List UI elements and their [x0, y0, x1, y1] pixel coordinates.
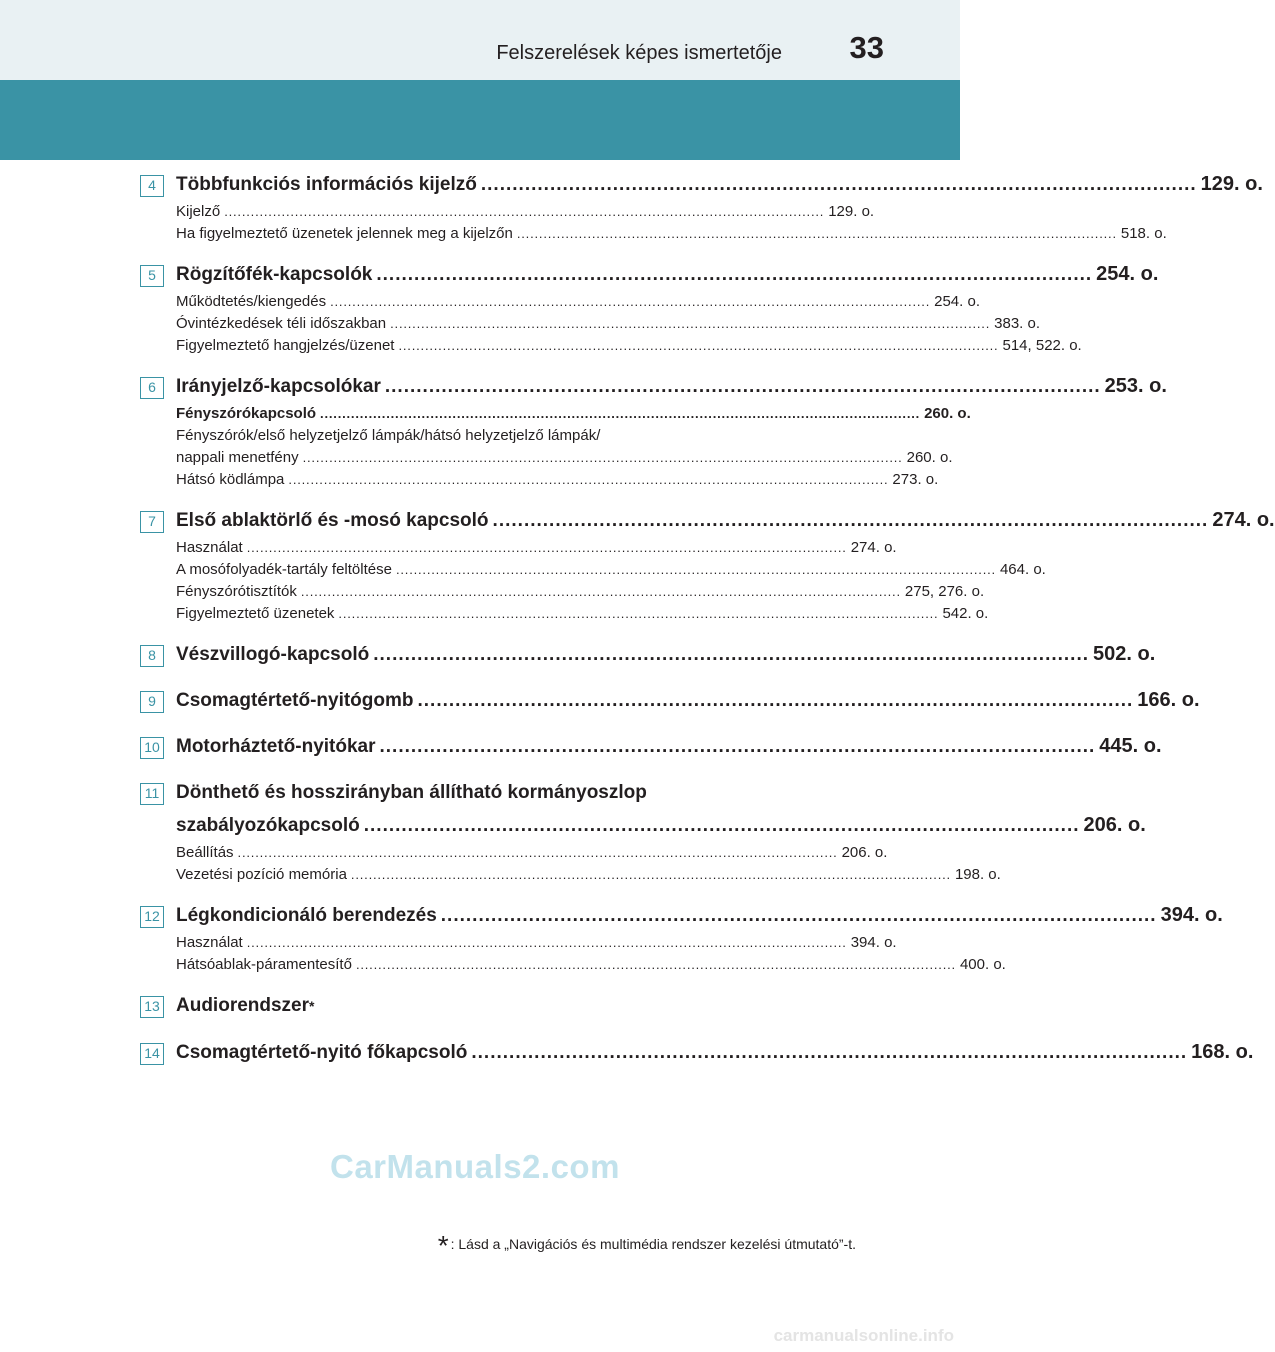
entry-title: Csomagtértető-nyitó főkapcsoló [176, 1042, 468, 1063]
toc-entry[interactable]: Irányjelző-kapcsolókar .................................................................................................................. 253. o. [176, 370, 816, 403]
table-of-contents [140, 168, 1275, 1082]
toc-subentry[interactable]: Ha figyelmeztető üzenetek jelennek meg a kijelzőn ........................................................................................................................................ 518. o. [176, 223, 816, 245]
subentry-page: 206. o. [841, 844, 888, 861]
toc-entry[interactable]: Vészvillogó-kapcsoló .................................................................................................................. 502. o. [176, 638, 816, 671]
toc-subentry[interactable]: Fényszórótisztítók ........................................................................................................................................ 275, 276. o. [176, 581, 816, 603]
entry-title: Csomagtértető-nyitógomb [176, 690, 414, 711]
subentry-page: 260. o. [924, 405, 971, 422]
entry-title: Többfunkciós információs kijelző [176, 174, 477, 195]
toc-section [140, 370, 1167, 491]
toc-section [140, 899, 1223, 976]
subentry-page: 275, 276. o. [904, 583, 985, 600]
item-number-badge: 9 [140, 691, 164, 713]
toc-subentry[interactable]: Kijelző ........................................................................................................................................ 129. o. [176, 201, 816, 223]
subentry-label: Beállítás [176, 844, 234, 861]
item-number-badge: 7 [140, 511, 164, 533]
toc-section [140, 1036, 1254, 1069]
item-number-badge: 14 [140, 1043, 164, 1065]
subentry-label: Fényszórótisztítók [176, 583, 297, 600]
subentry-label: A mosófolyadék-tartály feltöltése [176, 561, 392, 578]
entry-page: 502. o. [1093, 643, 1156, 665]
toc-subentry[interactable]: Figyelmeztető hangjelzés/üzenet ........................................................................................................................................ 514, 522. o. [176, 335, 816, 357]
item-number-badge: 4 [140, 175, 164, 197]
toc-subentry[interactable]: Figyelmeztető üzenetek ........................................................................................................................................ 542. o. [176, 603, 816, 625]
toc-entry[interactable]: szabályozókapcsoló .................................................................................................................. 206. o. [176, 809, 816, 842]
entry-page: 166. o. [1137, 689, 1200, 711]
footnote-marker: * [309, 998, 315, 1014]
entry-page: 168. o. [1191, 1041, 1254, 1063]
toc-section [140, 168, 1263, 245]
subentry-label-line: Fényszórók/első helyzetjelző lámpák/hátsó helyzetjelző lámpák/ [176, 427, 601, 444]
watermark: CarManuals2.com [330, 1148, 620, 1185]
subentry-page: 383. o. [994, 315, 1041, 332]
entry-title-line: Dönthető és hosszirányban állítható kormányoszlop [176, 782, 647, 803]
toc-section [140, 258, 1159, 357]
subentry-page: 198. o. [954, 866, 1001, 883]
subentry-page: 514, 522. o. [1002, 337, 1082, 354]
toc-subentry[interactable]: Hátsóablak-páramentesítő ........................................................................................................................................ 400. o. [176, 954, 816, 976]
toc-subentry[interactable]: Hátsó ködlámpa ........................................................................................................................................ 273. o. [176, 469, 816, 491]
subentry-label: Óvintézkedések téli időszakban [176, 315, 387, 332]
subentry-label: nappali menetfény [176, 449, 299, 466]
entry-title: Első ablaktörlő és -mosó kapcsoló [176, 510, 489, 531]
subentry-label: Hátsóablak-páramentesítő [176, 956, 352, 973]
toc-entry[interactable]: Csomagtértető-nyitó főkapcsoló .................................................................................................................. 168. o. [176, 1036, 816, 1069]
entry-title: Vészvillogó-kapcsoló [176, 644, 370, 665]
entry-page: 129. o. [1200, 173, 1263, 195]
toc-subentry[interactable]: Beállítás ........................................................................................................................................ 206. o. [176, 842, 816, 864]
subentry-page: 260. o. [906, 449, 953, 466]
entry-title: Rögzítőfék-kapcsolók [176, 264, 373, 285]
toc-subentry[interactable]: Óvintézkedések téli időszakban ........................................................................................................................................ 383. o. [176, 313, 816, 335]
toc-subentry[interactable]: Működtetés/kiengedés ........................................................................................................................................ 254. o. [176, 291, 816, 313]
toc-subentry[interactable]: Használat ........................................................................................................................................ 274. o. [176, 537, 816, 559]
toc-subentry[interactable]: nappali menetfény ........................................................................................................................................ 260. o. [176, 447, 816, 469]
entry-title: Motorháztető-nyitókar [176, 736, 376, 757]
subentry-page: 274. o. [850, 539, 897, 556]
toc-section [140, 730, 1162, 763]
toc-section [140, 504, 1275, 625]
item-number-badge: 6 [140, 377, 164, 399]
subentry-page: 394. o. [850, 934, 897, 951]
item-number-badge: 10 [140, 737, 164, 759]
item-number-badge: 11 [140, 783, 164, 805]
subentry-label: Hátsó ködlámpa [176, 471, 285, 488]
subentry-page: 273. o. [892, 471, 939, 488]
subentry-page: 464. o. [999, 561, 1046, 578]
toc-subentry[interactable]: A mosófolyadék-tartály feltöltése ........................................................................................................................................ 464. o. [176, 559, 816, 581]
toc-section [140, 684, 1200, 717]
header-band [0, 80, 960, 160]
entry-title: Irányjelző-kapcsolókar [176, 376, 381, 397]
subentry-label: Kijelző [176, 203, 221, 220]
entry-page: 274. o. [1212, 509, 1275, 531]
subentry-page: 254. o. [934, 293, 980, 310]
subentry-page: 129. o. [828, 203, 875, 220]
toc-subentry[interactable]: Használat ........................................................................................................................................ 394. o. [176, 932, 816, 954]
toc-subentry[interactable]: Fényszórókapcsoló ........................................................................................................................................ 260. o. [176, 403, 816, 425]
toc-entry[interactable]: Csomagtértető-nyitógomb .................................................................................................................. 166. o. [176, 684, 816, 717]
footnote-star: * [437, 1230, 449, 1261]
subentry-label: Figyelmeztető üzenetek [176, 605, 335, 622]
entry-page: 206. o. [1083, 814, 1146, 836]
toc-entry[interactable]: Motorháztető-nyitókar .................................................................................................................. 445. o. [176, 730, 816, 763]
toc-section [140, 989, 816, 1023]
header-title: Felszerelések képes ismertetője [496, 42, 782, 64]
toc-subentry[interactable]: Vezetési pozíció memória ........................................................................................................................................ 198. o. [176, 864, 816, 886]
entry-title: szabályozókapcsoló [176, 815, 360, 836]
page-number: 33 [849, 30, 884, 65]
entry-title: Audiorendszer [176, 995, 310, 1016]
subentry-label: Működtetés/kiengedés [176, 293, 327, 310]
item-number-badge: 13 [140, 996, 164, 1018]
subentry-label: Vezetési pozíció memória [176, 866, 347, 883]
toc-entry[interactable] [176, 989, 816, 1023]
item-number-badge: 8 [140, 645, 164, 667]
entry-page: 254. o. [1096, 263, 1159, 285]
header-strip [0, 0, 960, 80]
toc-entry[interactable]: Rögzítőfék-kapcsolók .................................................................................................................. 254. o. [176, 258, 816, 291]
subentry-label: Ha figyelmeztető üzenetek jelennek meg a kijelzőn [176, 225, 513, 242]
toc-entry[interactable]: Többfunkciós információs kijelző .................................................................................................................. 129. o. [176, 168, 816, 201]
footnote-text: : Lásd a „Navigációs és multimédia rendszer kezelési útmutató”-t. [450, 1236, 856, 1252]
item-number-badge: 5 [140, 265, 164, 287]
toc-section [140, 638, 1156, 671]
subentry-label: Használat [176, 934, 243, 951]
toc-entry[interactable]: Légkondicionáló berendezés .................................................................................................................. 394. o. [176, 899, 816, 932]
item-number-badge: 12 [140, 906, 164, 928]
subentry-label: Figyelmeztető hangjelzés/üzenet [176, 337, 395, 354]
site-watermark: carmanualsonline.info [773, 1326, 954, 1345]
toc-entry[interactable]: Első ablaktörlő és -mosó kapcsoló .................................................................................................................. 274. o. [176, 504, 816, 537]
subentry-page: 518. o. [1120, 225, 1167, 242]
subentry-page: 542. o. [942, 605, 989, 622]
entry-page: 253. o. [1104, 375, 1167, 397]
subentry-label: Használat [176, 539, 243, 556]
subentry-label: Fényszórókapcsoló [176, 405, 317, 422]
entry-page: 394. o. [1160, 904, 1223, 926]
entry-page: 445. o. [1099, 735, 1162, 757]
entry-title: Légkondicionáló berendezés [176, 905, 437, 926]
footnote [438, 1230, 856, 1262]
subentry-page: 400. o. [959, 956, 1006, 973]
toc-section [140, 776, 1146, 886]
